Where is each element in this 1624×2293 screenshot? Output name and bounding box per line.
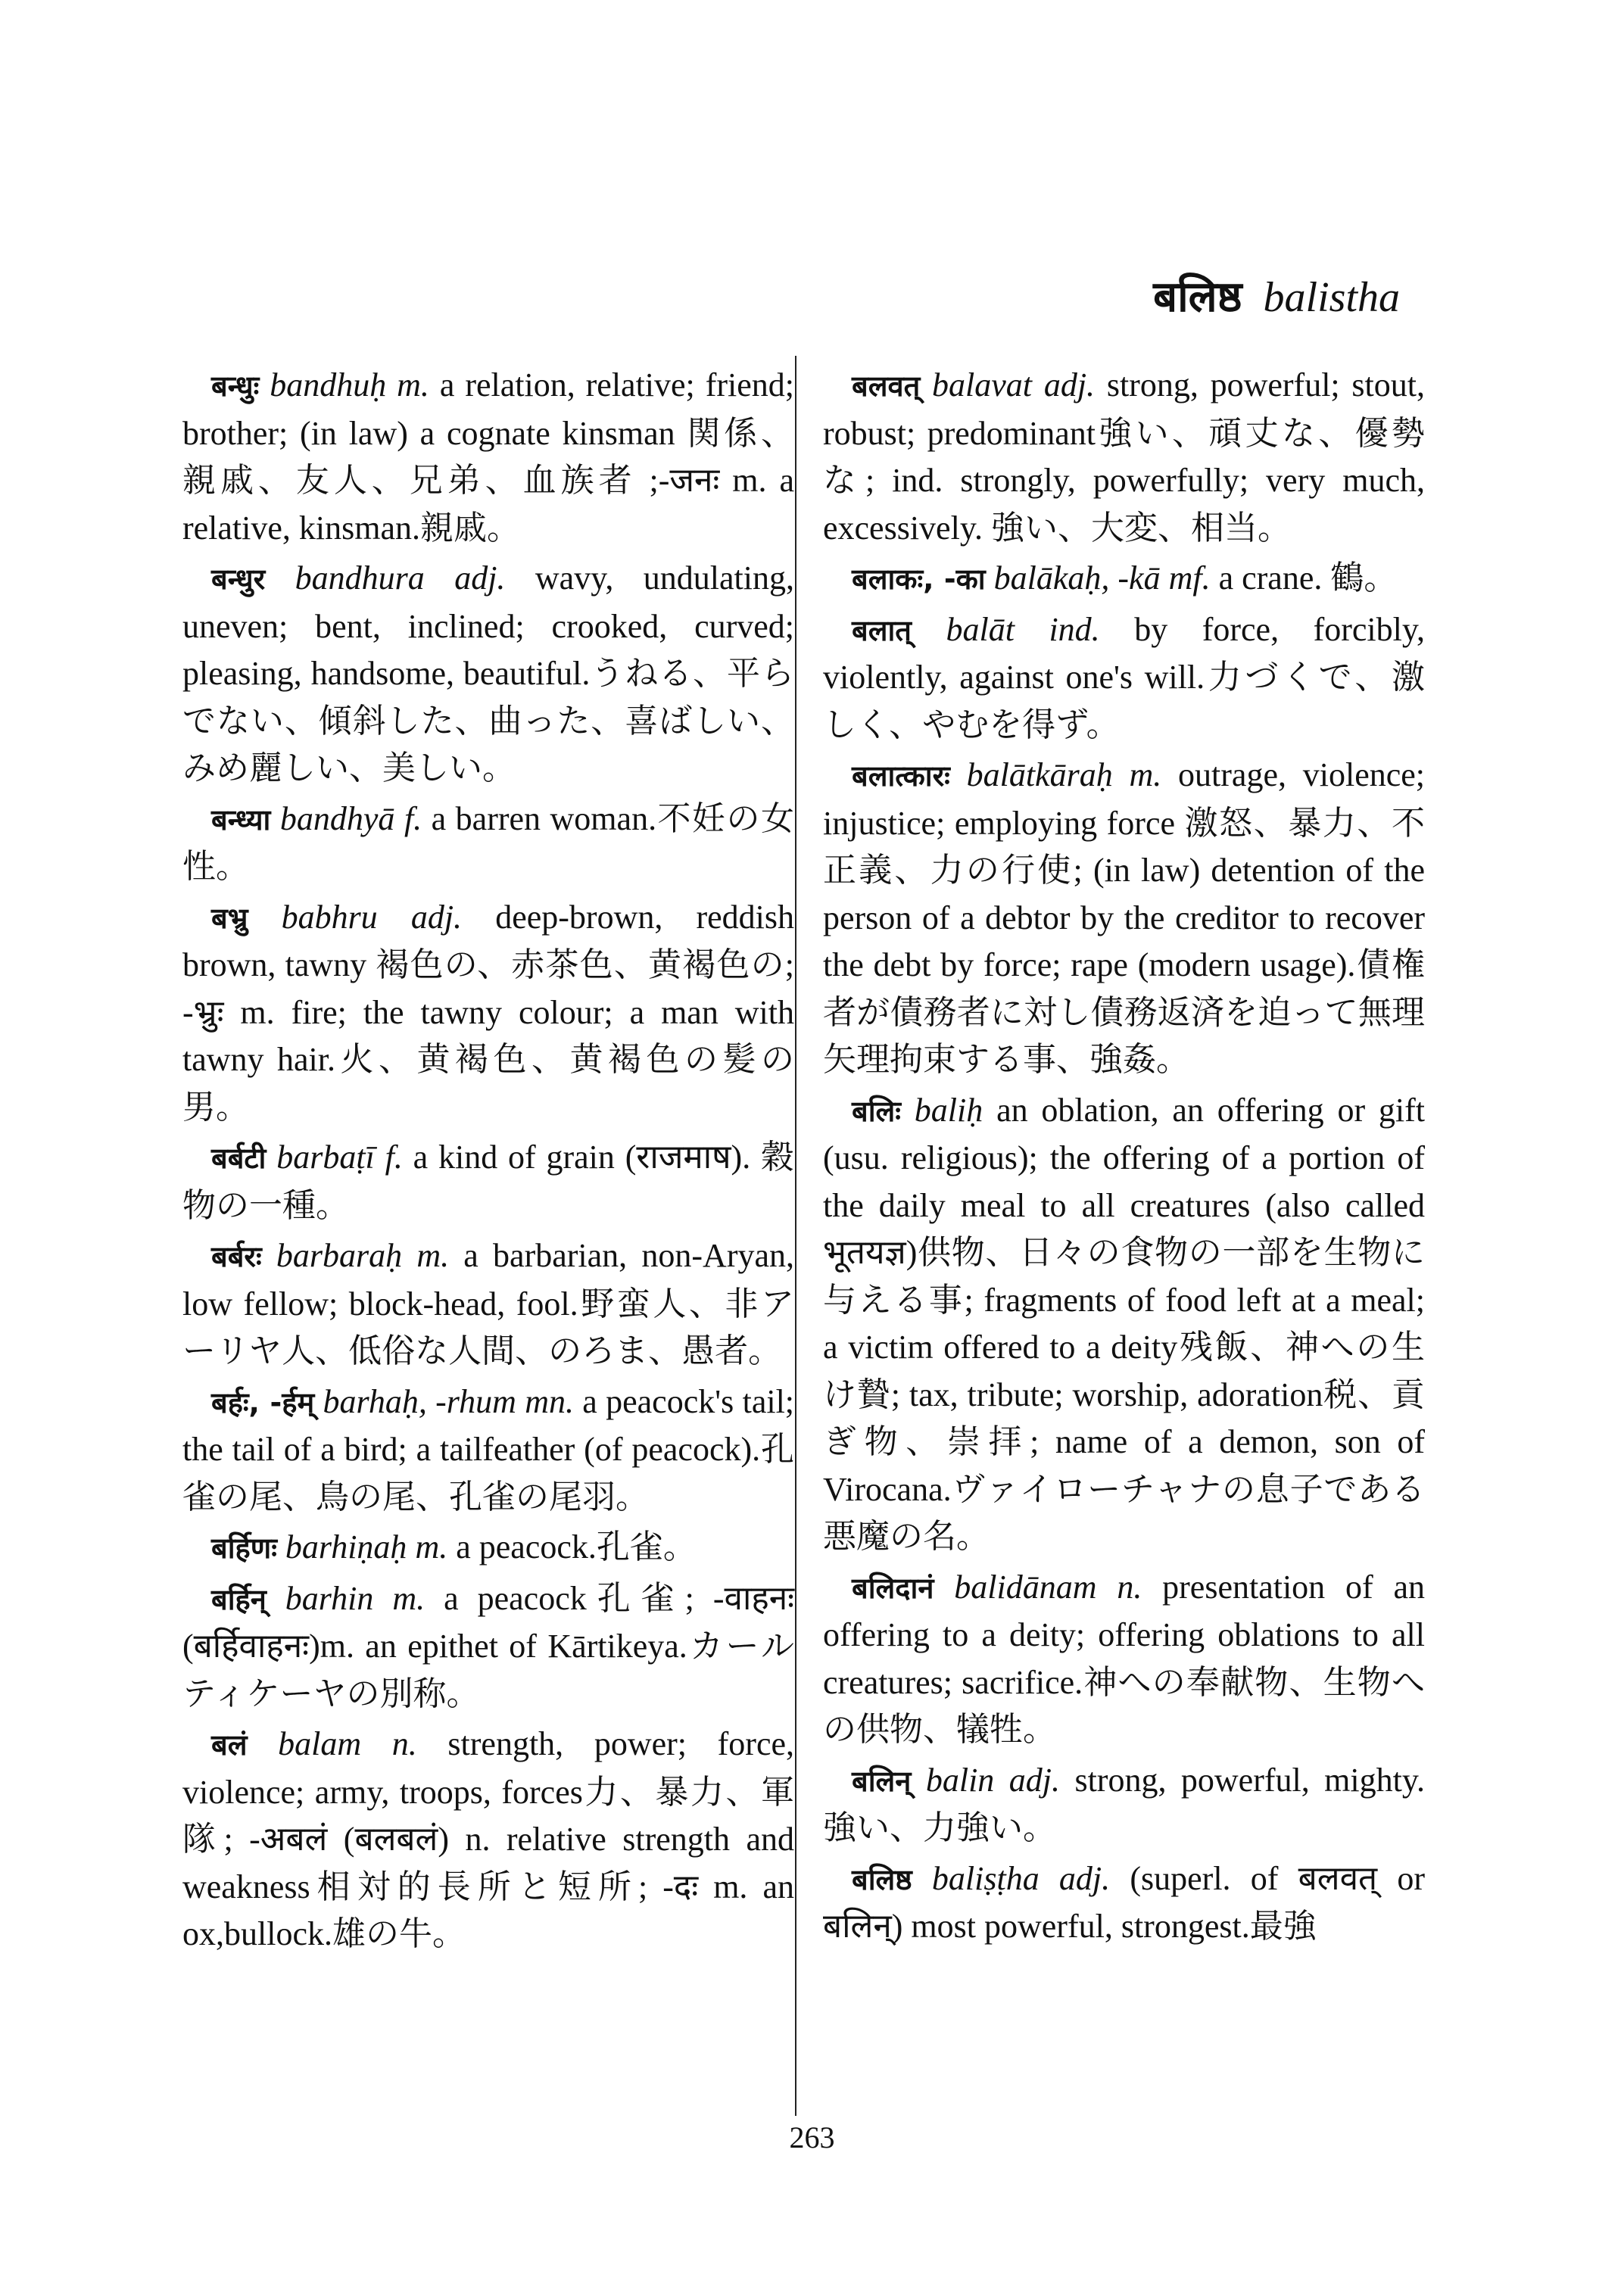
dictionary-entry <box>823 1564 1425 1754</box>
entry-definition: deep-brown, reddish brown, tawny 褐色の、赤茶色、黄褐色の; -भ्रुः m. fire; the tawny colour; a man with tawny hair.火、黄褐色、黄褐色の髪の男。 <box>182 898 795 1126</box>
dictionary-entry <box>182 894 794 1132</box>
entry-headword-roman: balidānam <box>954 1568 1097 1606</box>
dictionary-entry <box>823 606 1425 749</box>
entry-grammar: m. <box>1129 756 1162 793</box>
running-header <box>1153 266 1400 324</box>
entry-grammar: m. <box>392 1579 425 1617</box>
entry-definition: a peacock孔雀; -वाहनः (बर्हिवाहनः)m. an epithet of Kārtikeya.カールティケーヤの別称。 <box>182 1579 795 1712</box>
entry-headword-devanagari: बलिः <box>852 1094 901 1128</box>
entry-definition: a crane. 鶴。 <box>1210 559 1398 597</box>
entry-headword-roman: bandhuḥ <box>270 366 387 403</box>
dictionary-entry <box>182 1721 794 1958</box>
entry-headword-devanagari: बलाकः, -का <box>852 562 986 596</box>
entry-definition: strong, powerful; stout, robust; predominant強い、頑丈な、優勢な; ind. strongly, powerfully; very much, excessively. 強い、大変、相当。 <box>823 366 1426 547</box>
header-roman: balistha <box>1263 274 1400 321</box>
entry-headword-roman: balātkāraḥ <box>966 756 1113 793</box>
entry-grammar: ind. <box>1049 610 1100 648</box>
entry-headword-roman: barhiṇaḥ <box>285 1528 407 1566</box>
entry-headword-devanagari: बन्धुर <box>211 562 266 596</box>
entry-headword-roman: barbaraḥ <box>276 1237 403 1274</box>
entry-grammar: adj. <box>1043 366 1096 403</box>
entry-definition: presentation of an offering to a deity; offering oblations to all creatures; sacrifice.神への奉献物、生物への供物、犠牲。 <box>823 1568 1426 1748</box>
entry-headword-roman: balam <box>278 1725 362 1762</box>
dictionary-entry <box>823 555 1425 603</box>
entry-headword-devanagari: बलिष्ठ <box>852 1862 912 1896</box>
entry-grammar: mn. <box>525 1382 574 1420</box>
entry-headword-devanagari: बलं <box>211 1728 248 1762</box>
entry-headword-roman: baliḥ <box>914 1091 983 1129</box>
entry-grammar: f. <box>385 1139 403 1176</box>
dictionary-entry <box>182 362 794 552</box>
entry-definition: strong, powerful, mighty.強い、力強い。 <box>823 1761 1426 1846</box>
entry-definition: strength, power; force, violence; army, troops, forces力、暴力、軍隊; -अबलं (बलबलं) n. relative strength and weakness相対的長所と短所; -दः m. an ox,bullock.雄の牛。 <box>182 1725 795 1952</box>
dictionary-entry <box>182 1524 794 1572</box>
entry-headword-roman: barhin <box>285 1579 374 1617</box>
dictionary-entry <box>182 796 794 891</box>
entry-headword-roman: bandhyā <box>279 799 395 837</box>
dictionary-entry <box>823 362 1425 552</box>
right-column <box>823 362 1425 1954</box>
entry-definition: a barren woman.不妊の女性。 <box>182 799 795 885</box>
entry-definition: a peacock's tail; the tail of a bird; a tailfeather (of peacock).孔雀の尾、鳥の尾、孔雀の尾羽。 <box>182 1382 795 1516</box>
entry-headword-devanagari: बर्हिणः <box>211 1531 277 1565</box>
entry-definition: a kind of grain (राजमाष). 穀物の一種。 <box>182 1139 794 1224</box>
entry-headword-roman: balin <box>925 1761 995 1799</box>
entry-grammar: adj. <box>454 559 506 597</box>
dictionary-entry <box>823 1757 1425 1852</box>
dictionary-entry <box>823 1087 1425 1561</box>
entry-grammar: adj. <box>410 898 463 936</box>
entry-definition: a relation, relative; friend; brother; (in law) a cognate kinsman 関係、親戚、友人、兄弟、血族者 ;-जनः m. a relative, kinsman.親戚。 <box>182 366 795 547</box>
entry-definition: by force, forcibly, violently, against one's will.力づくで、激しく、やむを得ず。 <box>823 610 1426 743</box>
entry-headword-roman: balāt <box>946 610 1015 648</box>
entry-headword-roman: baliṣṭha <box>931 1859 1040 1897</box>
entry-headword-roman: barhaḥ, -rhum <box>323 1382 516 1420</box>
entry-grammar: m. <box>416 1237 450 1274</box>
entry-headword-devanagari: बर्हिन् <box>211 1582 267 1616</box>
dictionary-entry <box>182 1134 794 1229</box>
header-devanagari: बलिष्ठ <box>1153 274 1242 321</box>
entry-headword-devanagari: बलवत् <box>852 369 921 403</box>
entry-headword-devanagari: बलात्कारः <box>852 759 950 793</box>
column-divider <box>795 356 796 2116</box>
entry-definition: outrage, violence; injustice; employing force 激怒、暴力、不正義、力の行使; (in law) detention of the person of a debtor by the creditor to recover the debt by force; rape (modern usage).債権者が債務者に対し債務返済を迫って無理矢理拘束する事、強姦。 <box>823 756 1426 1078</box>
entry-grammar: adj. <box>1058 1859 1111 1897</box>
dictionary-entry <box>182 1575 794 1718</box>
entry-headword-roman: babhru <box>281 898 378 936</box>
dictionary-entry <box>182 1379 794 1522</box>
left-column <box>182 362 794 1961</box>
entry-headword-devanagari: बलात् <box>852 613 912 647</box>
dictionary-entry <box>823 1855 1425 1951</box>
entry-headword-devanagari: बलिन् <box>852 1764 912 1798</box>
entry-definition: a barbarian, non-Aryan, low fellow; block-head, fool.野蛮人、非アーリヤ人、低俗な人間、のろま、愚者。 <box>182 1237 794 1369</box>
entry-grammar: n. <box>391 1725 417 1762</box>
entry-grammar: mf. <box>1168 559 1211 597</box>
entry-headword-devanagari: बर्बटी <box>211 1142 267 1175</box>
entry-headword-devanagari: बलिदानं <box>852 1571 934 1605</box>
entry-grammar: n. <box>1117 1568 1142 1606</box>
entry-headword-roman: balākaḥ, -kā <box>993 559 1161 597</box>
entry-headword-devanagari: बर्बरः <box>211 1240 262 1273</box>
entry-grammar: f. <box>404 799 422 837</box>
entry-headword-devanagari: बन्ध्या <box>211 802 271 837</box>
dictionary-entry <box>182 555 794 793</box>
entry-definition: wavy, undulating, uneven; bent, inclined; crooked, curved; pleasing, handsome, beautiful.うねる、平らでない、傾斜した、曲った、喜ばしい、みめ麗しい、美しい。 <box>182 559 795 787</box>
entry-headword-roman: balavat <box>932 366 1033 403</box>
entry-definition: a peacock.孔雀。 <box>447 1528 697 1566</box>
entry-headword-roman: bandhura <box>295 559 425 597</box>
entry-grammar: m. <box>397 366 429 403</box>
entry-grammar: adj. <box>1008 1761 1060 1799</box>
entry-definition: (superl. of बलवत् or बलिन्) most powerful, strongest.最強 <box>823 1859 1425 1945</box>
entry-definition: an oblation, an offering or gift (usu. religious); the offering of a portion of the daily meal to all creatures (also called भूतयज्ञ)供物、日々の食物の一部を生物に与える事; fragments of food left at a meal; a victim offered to a deity残飯、神への生け贄; tax, tribute; worship, adoration税、貢ぎ物、崇拝; name of a demon, son of Virocana.ヴァイローチャナの息子である悪魔の名。 <box>823 1091 1426 1555</box>
entry-headword-roman: barbaṭī <box>276 1139 375 1176</box>
entry-headword-devanagari: बन्धुः <box>211 369 260 403</box>
dictionary-entry <box>823 752 1425 1084</box>
entry-headword-devanagari: बभ्रु <box>211 901 248 935</box>
entry-grammar: m. <box>415 1528 448 1566</box>
dictionary-entry <box>182 1232 794 1375</box>
page-number: 263 <box>789 2120 835 2154</box>
entry-headword-devanagari: बर्हः, -र्हम् <box>211 1385 315 1419</box>
